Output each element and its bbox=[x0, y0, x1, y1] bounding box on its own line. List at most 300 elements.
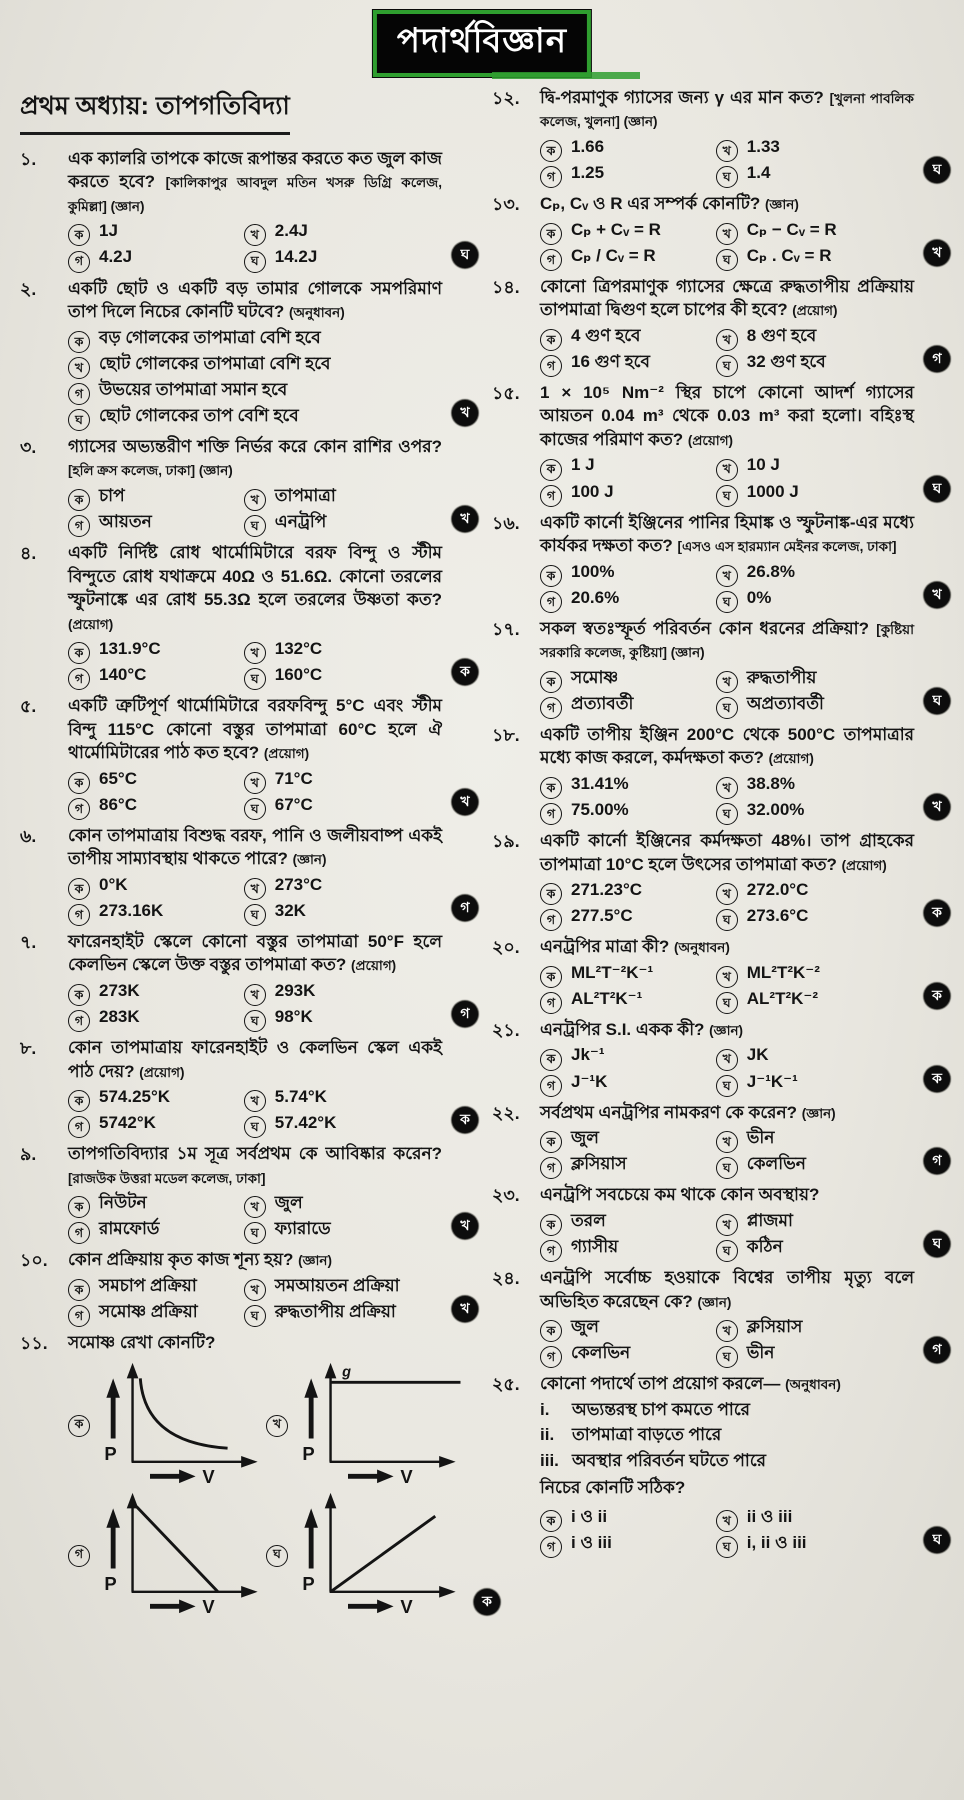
answer-badge: খ bbox=[452, 400, 478, 426]
option-letter-circle: ক bbox=[68, 224, 90, 246]
statement-iii bbox=[540, 1449, 914, 1473]
option-text: i, ii ও iii bbox=[746, 1533, 807, 1553]
answer-badge: গ bbox=[452, 895, 478, 921]
option-গ bbox=[540, 1153, 716, 1176]
option-গ bbox=[540, 587, 716, 610]
question-skill-tag: (অনুধাবন) bbox=[674, 940, 730, 956]
question-body bbox=[68, 147, 472, 270]
question-body bbox=[540, 192, 944, 268]
question-source-ref: [কুষ্টিয়া সরকারি কলেজ, কুষ্টিয়া] bbox=[540, 621, 914, 661]
option-text: 4.2J bbox=[99, 247, 133, 267]
option-গ bbox=[540, 351, 716, 374]
option-ঘ bbox=[716, 245, 914, 268]
option-letter-circle: ঘ bbox=[716, 1157, 738, 1179]
options-list bbox=[540, 325, 914, 374]
option-letter-circle: খ bbox=[244, 772, 266, 794]
option-গ bbox=[68, 1301, 244, 1324]
svg-text:g: g bbox=[342, 1364, 352, 1381]
question-number: ২. bbox=[20, 278, 37, 299]
option-গ bbox=[68, 664, 244, 687]
question-5 bbox=[20, 694, 472, 817]
option-ঘ bbox=[716, 162, 914, 185]
answer-badge: গ bbox=[452, 1001, 478, 1027]
statement-marker: i. bbox=[540, 1399, 550, 1419]
option-text: 86°C bbox=[99, 794, 137, 814]
option-ঘ bbox=[244, 1006, 442, 1029]
option-text: ক্লসিয়াস bbox=[746, 1316, 803, 1336]
statement-text: অভ্যন্তরস্থ চাপ কমতে পারে bbox=[572, 1399, 751, 1419]
option-ঘ bbox=[716, 1532, 914, 1555]
question-skill-tag: (জ্ঞান) bbox=[198, 463, 233, 479]
question-skill-tag: (অনুধাবন) bbox=[785, 1377, 841, 1393]
option-ঘ bbox=[716, 351, 914, 374]
option-ক bbox=[68, 327, 442, 350]
option-text: রামফোর্ড bbox=[99, 1219, 160, 1239]
answer-badge: ঘ bbox=[924, 1231, 950, 1257]
question-body bbox=[68, 277, 472, 428]
options-list bbox=[540, 962, 914, 1011]
option-খ bbox=[716, 1506, 914, 1529]
option-গ bbox=[68, 1112, 244, 1135]
question-body bbox=[540, 617, 944, 716]
question-22 bbox=[492, 1101, 944, 1177]
option-letter-circle: ঘ bbox=[244, 798, 266, 820]
question-number: ৮. bbox=[20, 1038, 37, 1059]
options-list bbox=[540, 1044, 914, 1093]
option-text: 273.16K bbox=[99, 900, 164, 920]
question-15 bbox=[492, 381, 944, 504]
option-text: 38.8% bbox=[746, 773, 795, 793]
option-text: সমোষ্ণ bbox=[571, 667, 619, 687]
graph-option-ক bbox=[68, 1359, 266, 1487]
option-text: 1.33 bbox=[746, 136, 780, 156]
question-text: কোন প্রক্রিয়ায় কৃত কাজ শূন্য হয়? (জ্ঞান) bbox=[68, 1250, 332, 1270]
option-খ bbox=[244, 1275, 442, 1298]
option-খ bbox=[716, 1316, 914, 1339]
option-text: 132°C bbox=[274, 638, 323, 658]
question-text: একটি কার্নো ইঞ্জিনের পানির হিমাঙ্ক ও স্ফুটনাঙ্ক-এর মধ্যে কার্যকর দক্ষতা কত? [এসও এস হারম্যান মেইনর কলেজ, ঢাকা] bbox=[540, 512, 914, 556]
option-ঘ bbox=[716, 587, 914, 610]
option-গ bbox=[68, 1006, 244, 1029]
option-letter-circle: ঘ bbox=[244, 1116, 266, 1138]
answer-badge: খ bbox=[924, 582, 950, 608]
options-list bbox=[540, 1127, 914, 1176]
option-গ bbox=[68, 1218, 244, 1241]
question-number: ১৪. bbox=[492, 276, 520, 297]
option-letter-circle: খ bbox=[716, 1131, 738, 1153]
option-letter-circle: গ bbox=[540, 355, 562, 377]
question-number: ৯. bbox=[20, 1144, 37, 1165]
left-column bbox=[20, 86, 492, 1624]
answer-badge: খ bbox=[452, 506, 478, 532]
option-letter-circle: গ bbox=[540, 166, 562, 188]
question-text: একটি তাপীয় ইঞ্জিন 200°C থেকে 500°C তাপমাত্রার মধ্যে কাজ করলে, কর্মদক্ষতা কত? (প্রয়োগ) bbox=[540, 724, 914, 768]
option-letter-circle: গ bbox=[540, 485, 562, 507]
option-ক bbox=[68, 220, 244, 243]
question-number: ১০. bbox=[20, 1250, 48, 1271]
option-letter-circle: ক bbox=[68, 772, 90, 794]
question-13 bbox=[492, 192, 944, 268]
option-letter-circle: খ bbox=[716, 1214, 738, 1236]
option-text: Cₚ . Cᵥ = R bbox=[746, 245, 832, 265]
option-letter-circle: গ bbox=[540, 1157, 562, 1179]
option-text: 26.8% bbox=[746, 561, 795, 581]
option-letter-circle: ঘ bbox=[716, 591, 738, 613]
question-skill-tag: (জ্ঞান) bbox=[670, 645, 705, 661]
option-ক bbox=[540, 1316, 716, 1339]
option-letter-circle: ঘ bbox=[716, 1075, 738, 1097]
option-text: Cₚ − Cᵥ = R bbox=[746, 219, 837, 239]
statement-text: অবস্থার পরিবর্তন ঘটতে পারে bbox=[572, 1451, 767, 1471]
option-text: 1.66 bbox=[571, 136, 605, 156]
option-খ bbox=[244, 638, 442, 661]
question-text: সমোষ্ণ রেখা কোনটি? bbox=[68, 1333, 216, 1353]
question-number: ১৫. bbox=[492, 383, 520, 404]
options-list bbox=[540, 1506, 914, 1555]
option-text: 16 গুণ হবে bbox=[571, 351, 650, 371]
option-ঘ bbox=[244, 1112, 442, 1135]
option-letter-circle: খ bbox=[716, 777, 738, 799]
question-skill-tag: (জ্ঞান) bbox=[298, 1253, 332, 1269]
question-17 bbox=[492, 617, 944, 716]
option-গ bbox=[68, 246, 244, 269]
options-list bbox=[68, 980, 442, 1029]
question-text: সর্বপ্রথম এনট্রপির নামকরণ কে করেন? (জ্ঞান) bbox=[540, 1102, 836, 1122]
options-list bbox=[68, 220, 442, 269]
options-list bbox=[68, 485, 442, 534]
options-list bbox=[68, 1275, 442, 1324]
option-খ bbox=[716, 667, 914, 690]
question-number: ২৩. bbox=[492, 1185, 520, 1206]
option-text: 4 গুণ হবে bbox=[571, 325, 641, 345]
options-list bbox=[540, 1210, 914, 1259]
answer-badge: খ bbox=[924, 240, 950, 266]
option-text: 273K bbox=[99, 980, 140, 1000]
option-text: আয়তন bbox=[99, 512, 152, 532]
option-text: 160°C bbox=[274, 665, 323, 685]
option-text: 32.00% bbox=[746, 799, 805, 819]
option-letter-circle: ঘ bbox=[716, 166, 738, 188]
question-number: ১১. bbox=[20, 1333, 48, 1354]
option-ক bbox=[540, 667, 716, 690]
option-letter-circle: ক bbox=[68, 984, 90, 1006]
svg-text:P: P bbox=[104, 1442, 117, 1464]
question-text: ফারেনহাইট স্কেলে কোনো বস্তুর তাপমাত্রা 50°F হলে কেলভিন স্কেলে উক্ত বস্তুর তাপমাত্রা কত? (প্রয়োগ) bbox=[68, 932, 442, 975]
options-list bbox=[68, 768, 442, 817]
options-list bbox=[540, 667, 914, 716]
option-text: 5742°K bbox=[99, 1113, 156, 1133]
question-1 bbox=[20, 147, 472, 270]
option-letter-circle: খ bbox=[716, 1049, 738, 1071]
option-ঘ bbox=[716, 988, 914, 1011]
question-body bbox=[68, 824, 472, 923]
svg-text:P: P bbox=[302, 1572, 315, 1594]
option-letter-circle: খ bbox=[716, 883, 738, 905]
svg-text:V: V bbox=[400, 1465, 413, 1487]
option-ক bbox=[540, 325, 716, 348]
question-7 bbox=[20, 930, 472, 1029]
option-ক bbox=[68, 980, 244, 1003]
question-text: এক ক্যালরি তাপকে কাজে রূপান্তর করতে কত জুল কাজ করতে হবে? [কালিকাপুর আবদুল মতিন খসরু ডিগ্রি কলেজ, কুমিল্লা] (জ্ঞান) bbox=[68, 149, 443, 214]
option-ক bbox=[540, 136, 716, 159]
option-text: প্রত্যাবর্তী bbox=[571, 693, 634, 713]
options-list bbox=[540, 454, 914, 503]
option-খ bbox=[716, 1210, 914, 1233]
question-10 bbox=[20, 1248, 472, 1324]
question-body bbox=[68, 1036, 472, 1135]
answer-badge: ঘ bbox=[924, 1527, 950, 1553]
question-text: তাপগতিবিদ্যার ১ম সূত্র সর্বপ্রথম কে আবিষ্কার করেন? [রাজউক উত্তরা মডেল কলেজ, ঢাকা] bbox=[68, 1144, 442, 1186]
question-body bbox=[540, 1372, 944, 1555]
option-গ bbox=[540, 1342, 716, 1365]
option-খ bbox=[244, 768, 442, 791]
option-text: 0°K bbox=[99, 874, 128, 894]
option-letter-circle: গ bbox=[68, 798, 90, 820]
question-19 bbox=[492, 829, 944, 928]
answer-badge: ক bbox=[924, 1066, 950, 1092]
question-body bbox=[540, 381, 944, 504]
option-letter-circle: ক bbox=[540, 329, 562, 351]
option-letter-circle: গ bbox=[540, 1536, 562, 1558]
option-letter-circle: গ bbox=[68, 668, 90, 690]
option-খ bbox=[716, 561, 914, 584]
option-text: 67°C bbox=[274, 794, 313, 814]
question-number: ২১. bbox=[492, 1019, 520, 1040]
question-23 bbox=[492, 1183, 944, 1259]
question-body bbox=[68, 541, 472, 687]
option-letter-circle: খ bbox=[68, 357, 90, 379]
option-letter-circle: গ bbox=[68, 1222, 90, 1244]
question-text: কোনো পদার্থে তাপ প্রয়োগ করলে— (অনুধাবন) bbox=[540, 1374, 841, 1394]
question-text: সকল স্বতঃস্ফূর্ত পরিবর্তন কোন ধরনের প্রক্রিয়া? [কুষ্টিয়া সরকারি কলেজ, কুষ্টিয়া] (জ্ঞান) bbox=[540, 618, 914, 661]
option-text: 2.4J bbox=[274, 221, 308, 241]
option-text: ভীন bbox=[746, 1128, 775, 1148]
option-text: i ও iii bbox=[571, 1533, 612, 1553]
option-text: 1 J bbox=[571, 455, 595, 475]
option-খ bbox=[716, 136, 914, 159]
option-খ bbox=[244, 1086, 442, 1109]
option-text: তরল bbox=[571, 1210, 606, 1230]
option-text: 57.42°K bbox=[274, 1113, 337, 1133]
option-letter-circle: ঘ bbox=[716, 355, 738, 377]
option-text: 140°C bbox=[99, 665, 147, 685]
option-letter-circle: খ bbox=[716, 966, 738, 988]
question-text: এনট্রপির S.I. একক কী? (জ্ঞান) bbox=[540, 1019, 744, 1039]
option-ঘ bbox=[716, 905, 914, 928]
option-খ bbox=[716, 325, 914, 348]
pv-graph-line-down bbox=[98, 1489, 266, 1617]
option-খ bbox=[244, 980, 442, 1003]
option-ঘ bbox=[716, 481, 914, 504]
option-letter-circle: ক bbox=[68, 1279, 90, 1301]
option-letter-circle: গ bbox=[68, 251, 90, 273]
question-body bbox=[540, 723, 944, 822]
option-ক bbox=[68, 1086, 244, 1109]
option-গ bbox=[540, 988, 716, 1011]
option-text: 100% bbox=[571, 561, 615, 581]
option-letter-circle: ক bbox=[68, 642, 90, 664]
question-number: ১৮. bbox=[492, 724, 520, 745]
question-text: এনট্রপি সবচেয়ে কম থাকে কোন অবস্থায়? bbox=[540, 1185, 820, 1205]
option-letter-circle: ঘ bbox=[68, 409, 90, 431]
svg-text:V: V bbox=[202, 1465, 215, 1487]
question-source-ref: [রাজউক উত্তরা মডেল কলেজ, ঢাকা] bbox=[68, 1170, 266, 1186]
statement-text: তাপমাত্রা বাড়তে পারে bbox=[572, 1425, 722, 1445]
option-খ bbox=[716, 219, 914, 242]
option-text: 277.5°C bbox=[571, 906, 633, 926]
option-text: 32K bbox=[274, 900, 306, 920]
option-text: 131.9°C bbox=[99, 638, 161, 658]
options-list bbox=[68, 874, 442, 923]
question-text: কোন তাপমাত্রায় ফারেনহাইট ও কেলভিন স্কেল একই পাঠ দেয়? (প্রয়োগ) bbox=[68, 1038, 442, 1081]
option-letter-circle: খ bbox=[244, 1090, 266, 1112]
question-body bbox=[540, 1183, 944, 1259]
question-body bbox=[68, 930, 472, 1029]
option-text: প্লাজমা bbox=[746, 1210, 793, 1230]
question-skill-tag: (জ্ঞান) bbox=[709, 1022, 744, 1038]
answer-badge: খ bbox=[452, 789, 478, 815]
question-text: কোনো ত্রিপরমাণুক গ্যাসের ক্ষেত্রে রুদ্ধতাপীয় প্রক্রিয়ায় তাপমাত্রা দ্বিগুণ হলে চাপের কী হবে? (প্রয়োগ) bbox=[540, 276, 914, 320]
options-list bbox=[540, 773, 914, 822]
question-16 bbox=[492, 511, 944, 610]
question-number: ১. bbox=[20, 149, 37, 169]
page-title: পদার্থবিজ্ঞান bbox=[373, 10, 591, 77]
question-number: ১৭. bbox=[492, 618, 520, 639]
option-গ bbox=[540, 799, 716, 822]
option-text: 10 J bbox=[746, 455, 780, 475]
question-footer: নিচের কোনটি সঠিক? bbox=[540, 1478, 686, 1498]
question-body bbox=[540, 86, 944, 185]
option-ঘ bbox=[716, 1236, 914, 1259]
question-number: ১৬. bbox=[492, 512, 520, 533]
question-number: ২২. bbox=[492, 1102, 520, 1123]
option-খ bbox=[244, 485, 442, 508]
option-letter-circle: ক bbox=[540, 565, 562, 587]
option-ঘ bbox=[68, 405, 442, 428]
option-text: কেলভিন bbox=[746, 1154, 806, 1174]
option-text: সমচাপ প্রক্রিয়া bbox=[99, 1275, 197, 1295]
question-text: কোন তাপমাত্রায় বিশুদ্ধ বরফ, পানি ও জলীয়বাষ্প একই তাপীয় সাম্যাবস্থায় থাকতে পারে? (জ্ঞান) bbox=[68, 825, 442, 869]
option-text: 14.2J bbox=[274, 247, 318, 267]
option-letter-circle: ঘ bbox=[716, 909, 738, 931]
option-letter-circle: গ bbox=[540, 992, 562, 1014]
option-letter-circle: ক bbox=[68, 1196, 90, 1218]
question-text: গ্যাসের অভ্যন্তরীণ শক্তি নির্ভর করে কোন রাশির ওপর? [হলি ক্রস কলেজ, ঢাকা] (জ্ঞান) bbox=[68, 437, 442, 479]
option-গ bbox=[68, 900, 244, 923]
answer-badge: ক bbox=[474, 1589, 500, 1615]
question-skill-tag: (জ্ঞান) bbox=[623, 114, 658, 130]
option-letter-circle: খ bbox=[716, 329, 738, 351]
option-letter-circle: ক bbox=[540, 777, 562, 799]
option-letter-circle: গ bbox=[540, 591, 562, 613]
option-letter-circle: খ bbox=[716, 140, 738, 162]
question-24 bbox=[492, 1266, 944, 1365]
option-ঘ bbox=[716, 799, 914, 822]
option-text: ML²T²K⁻² bbox=[746, 962, 820, 982]
option-text: 283K bbox=[99, 1007, 140, 1027]
question-number: ৩. bbox=[20, 437, 37, 458]
option-text: সমআয়তন প্রক্রিয়া bbox=[274, 1275, 400, 1295]
question-skill-tag: (প্রয়োগ) bbox=[768, 751, 814, 767]
option-letter-circle: গ bbox=[68, 1116, 90, 1138]
option-খ bbox=[244, 874, 442, 897]
question-4 bbox=[20, 541, 472, 687]
option-letter-circle: খ bbox=[716, 1510, 738, 1532]
answer-badge: গ bbox=[924, 1337, 950, 1363]
svg-text:P: P bbox=[104, 1572, 117, 1594]
option-text: রুদ্ধতাপীয় bbox=[746, 667, 817, 687]
option-ক bbox=[68, 1275, 244, 1298]
option-text: 5.74°K bbox=[274, 1087, 327, 1107]
option-letter-circle: ক bbox=[540, 223, 562, 245]
option-ঘ bbox=[716, 693, 914, 716]
question-body bbox=[68, 435, 472, 534]
question-skill-tag: (প্রয়োগ) bbox=[841, 857, 887, 873]
option-letter-circle: খ bbox=[716, 223, 738, 245]
option-ঘ bbox=[244, 664, 442, 687]
left-question-list bbox=[20, 147, 492, 1617]
option-ক bbox=[540, 879, 716, 902]
option-গ bbox=[68, 794, 244, 817]
options-list bbox=[68, 327, 442, 429]
option-text: 293K bbox=[274, 980, 316, 1000]
option-letter-circle: ঘ bbox=[716, 1240, 738, 1262]
option-গ bbox=[540, 1532, 716, 1555]
option-letter-circle: গ bbox=[68, 1010, 90, 1032]
question-body bbox=[540, 935, 944, 1011]
option-খ bbox=[244, 220, 442, 243]
svg-text:V: V bbox=[202, 1595, 215, 1617]
question-number: ৭. bbox=[20, 932, 37, 952]
pv-graph-line-up bbox=[296, 1489, 464, 1617]
option-text: Cₚ / Cᵥ = R bbox=[571, 245, 656, 265]
option-letter-circle: ক bbox=[68, 1090, 90, 1112]
question-number: ২৪. bbox=[492, 1268, 520, 1289]
question-12 bbox=[492, 86, 944, 185]
option-letter-circle: খ bbox=[266, 1415, 288, 1437]
question-number: ২০. bbox=[492, 937, 520, 958]
graph-option-গ bbox=[68, 1489, 266, 1617]
option-letter-circle: ঘ bbox=[716, 485, 738, 507]
option-ঘ bbox=[244, 1301, 442, 1324]
option-letter-circle: ঘ bbox=[716, 697, 738, 719]
option-ক bbox=[540, 1127, 716, 1150]
pv-graph-grid bbox=[68, 1359, 464, 1617]
option-খ bbox=[68, 353, 442, 376]
graph-option-খ bbox=[266, 1359, 464, 1487]
option-খ bbox=[716, 1044, 914, 1067]
question-text: একটি ত্রুটিপূর্ণ থার্মোমিটারে বরফবিন্দু 5°C এবং স্টীম বিন্দু 115°C কোনো বস্তুর তাপমাত্রা 60°C হলে ঐ থার্মোমিটারের পাঠ কত হবে? (প্রয়োগ) bbox=[68, 696, 442, 763]
option-ঘ bbox=[716, 1153, 914, 1176]
option-letter-circle: ক bbox=[540, 1510, 562, 1532]
option-letter-circle: ঘ bbox=[716, 1346, 738, 1368]
chapter-heading: প্রথম অধ্যায়: তাপগতিবিদ্যা bbox=[20, 86, 290, 135]
option-text: কেলভিন bbox=[571, 1343, 631, 1363]
option-text: ক্লসিয়াস bbox=[571, 1154, 627, 1174]
option-letter-circle: গ bbox=[540, 1075, 562, 1097]
question-14 bbox=[492, 275, 944, 374]
option-ক bbox=[540, 561, 716, 584]
option-খ bbox=[716, 454, 914, 477]
question-8 bbox=[20, 1036, 472, 1135]
option-text: AL²T²K⁻² bbox=[746, 988, 819, 1008]
option-ক bbox=[68, 768, 244, 791]
option-text: Jk⁻¹ bbox=[571, 1045, 605, 1065]
option-text: J⁻¹K bbox=[571, 1071, 608, 1091]
option-ঘ bbox=[244, 1218, 442, 1241]
option-letter-circle: গ bbox=[540, 249, 562, 271]
option-letter-circle: ঘ bbox=[244, 251, 266, 273]
